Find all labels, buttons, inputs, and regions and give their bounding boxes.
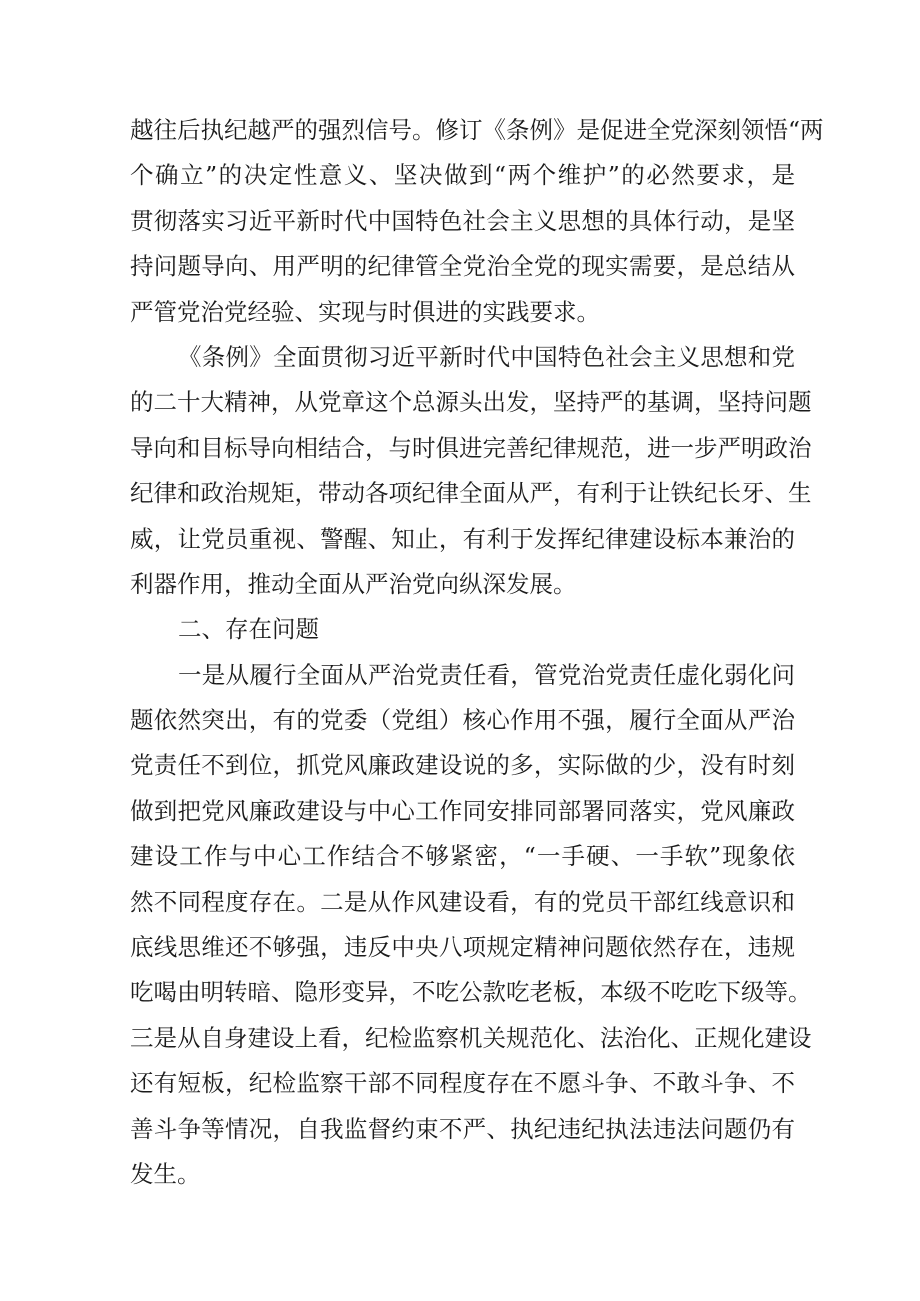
text-line: 纪律和政治规矩，带动各项纪律全面从严，有利于让铁纪长牙、生 bbox=[130, 479, 812, 508]
text-line: 《条例》全面贯彻习近平新时代中国特色社会主义思想和党 bbox=[178, 342, 795, 371]
text-line: 还有短板，纪检监察干部不同程度存在不愿斗争、不敢斗争、不 bbox=[130, 1069, 795, 1098]
text-line: 题依然突出，有的党委（党组）核心作用不强，履行全面从严治 bbox=[130, 706, 795, 735]
text-line: 贯彻落实习近平新时代中国特色社会主义思想的具体行动，是坚 bbox=[130, 206, 795, 235]
text-line: 个确立”的决定性意义、坚决做到“两个维护”的必然要求，是 bbox=[130, 161, 795, 190]
text-line: 底线思维还不够强，违反中央八项规定精神问题依然存在，违规 bbox=[130, 933, 795, 962]
paragraph-1 bbox=[130, 108, 824, 335]
text-line: 吃喝由明转暗、隐形变异，不吃公款吃老板，本级不吃吃下级等。 bbox=[130, 978, 812, 1007]
text-line: 三是从自身建设上看，纪检监察机关规范化、法治化、正规化建设 bbox=[130, 1023, 812, 1052]
paragraph-3 bbox=[130, 653, 812, 1198]
text-line: 威，让党员重视、警醒、知止，有利于发挥纪律建设标本兼治的 bbox=[130, 524, 795, 553]
paragraph-2 bbox=[130, 335, 812, 607]
text-line: 党责任不到位，抓党风廉政建设说的多，实际做的少，没有时刻 bbox=[130, 751, 795, 780]
text-line: 建设工作与中心工作结合不够紧密，“一手硬、一手软”现象依 bbox=[130, 842, 795, 871]
section-heading-2 bbox=[130, 607, 795, 652]
text-line: 发生。 bbox=[130, 1159, 201, 1188]
text-line: 持问题导向、用严明的纪律管全党治全党的现实需要，是总结从 bbox=[130, 252, 795, 281]
text-line: 一是从履行全面从严治党责任看，管党治党责任虚化弱化问 bbox=[178, 660, 795, 689]
text-line: 然不同程度存在。二是从作风建设看，有的党员干部红线意识和 bbox=[130, 887, 795, 916]
document-body bbox=[130, 108, 824, 1197]
text-line: 的二十大精神，从党章这个总源头出发，坚持严的基调，坚持问题 bbox=[130, 388, 812, 417]
text-line: 做到把党风廉政建设与中心工作同安排同部署同落实，党风廉政 bbox=[130, 796, 795, 825]
text-line: 严管党治党经验、实现与时俱进的实践要求。 bbox=[130, 297, 600, 326]
text-line: 利器作用，推动全面从严治党向纵深发展。 bbox=[130, 569, 577, 598]
text-line: 善斗争等情况，自我监督约束不严、执纪违纪执法违法问题仍有 bbox=[130, 1114, 795, 1143]
text-line: 越往后执纪越严的强烈信号。修订《条例》是促进全党深刻领悟“两 bbox=[130, 116, 824, 144]
text-line: 导向和目标导向相结合，与时俱进完善纪律规范，进一步严明政治 bbox=[130, 433, 812, 462]
section-heading: 二、存在问题 bbox=[178, 615, 319, 644]
